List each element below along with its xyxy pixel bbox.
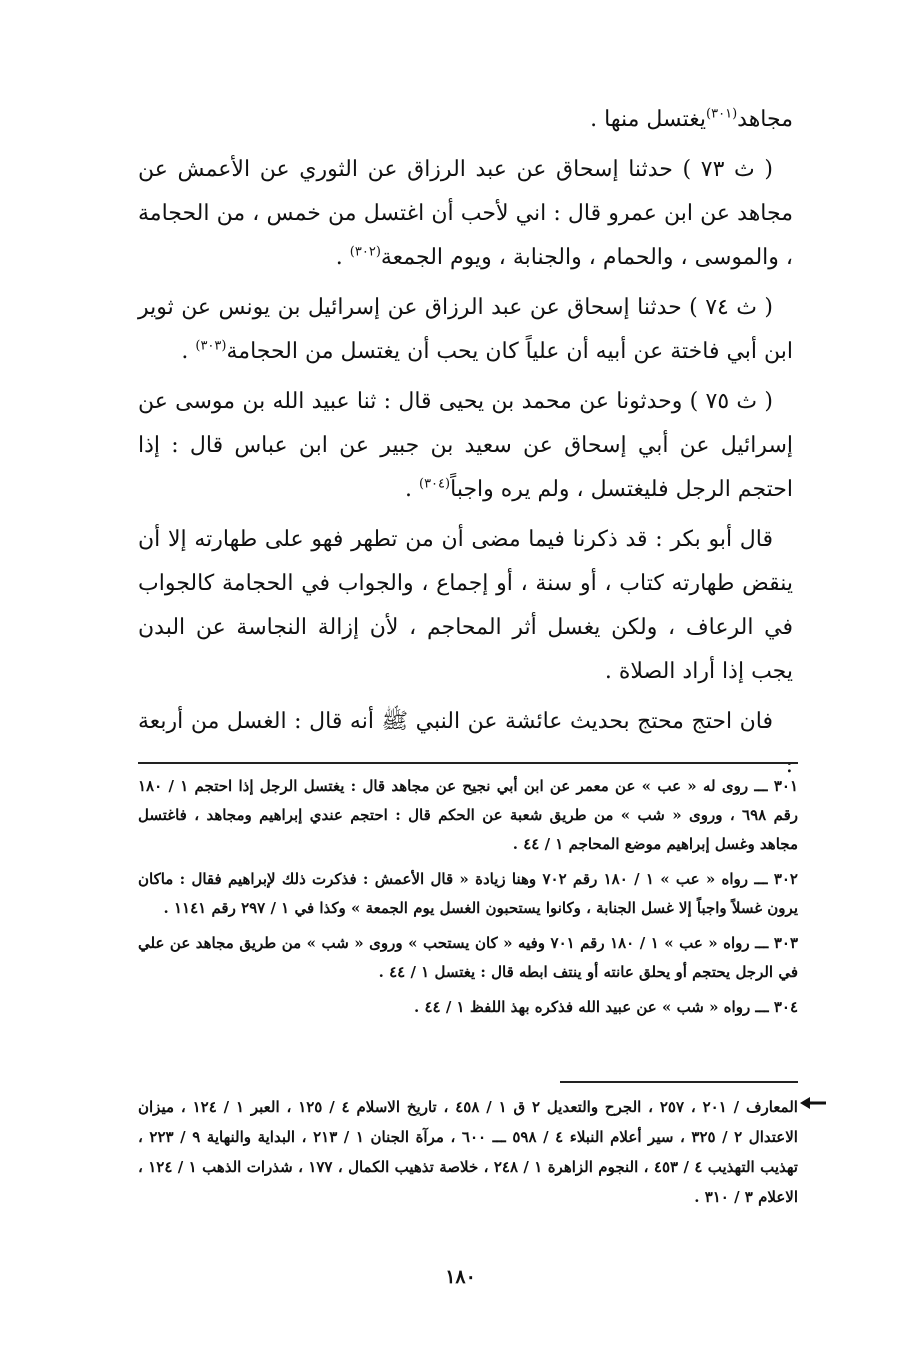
note-ref-301: (٣٠١)	[706, 106, 738, 122]
main-paragraph-5: قال أبو بكر : قد ذكرنا فيما مضى أن من تطهر فهو على طهارته إلا أن ينقض طهارته كتاب ، أو سنة ، أو إجماع ، والجواب في الحجامة كالجواب في الرعاف ، ولكن يغسل أثر المحاجم ، لأن إزالة النجاسة عن البدن يجب إذا أراد الصلاة .	[138, 527, 793, 684]
main-paragraph-6: فان احتج محتج بحديث عائشة عن النبي ﷺ أنه قال : الغسل من أربعة :	[138, 709, 793, 778]
main-paragraph-1: مجاهد$^{(٣٠١)}$يغتسل منها .	[590, 106, 793, 132]
footnote-separator-rule	[138, 762, 798, 764]
page-number: ١٨٠	[445, 1266, 476, 1288]
note-ref-302: (٣٠٢)	[349, 244, 381, 260]
footnote-301: ٣٠١ ـــ روى له « عب » عن معمر عن ابن أبي نجيح عن مجاهد قال : يغتسل الرجل إذا احتجم ١ / ١٨٠ رقم ٦٩٨ ، وروى « شب » من طريق شعبة عن الحكم قال : احتجم عندي إبراهيم ومجاهد ، فاغتسل مجاهد وغسل إبراهيم موضع المحاجم ١ / ٤٤ .	[138, 777, 798, 853]
bibliography-note: المعارف / ٢٠١ ، ٢٥٧ ، الجرح والتعديل ٢ ق ١ / ٤٥٨ ، تاريخ الاسلام ٤ / ١٢٥ ، العبر ١ / ١٢٤ ، ميزان الاعتدال ٢ / ٣٢٥ ، سير أعلام النبلاء ٤ / ٥٩٨ ـــ ٦٠٠ ، مرآة الجنان ١ / ٢١٣ ، البداية والنهاية ٩ / ٢٢٣ ، تهذيب التهذيب ٤ / ٤٥٣ ، النجوم الزاهرة ١ / ٢٤٨ ، خلاصة تذهيب الكمال ، ١٧٧ ، شذرات الذهب ١ / ١٢٤ ، الاعلام ٣ / ٣١٠ .	[138, 1098, 798, 1206]
footnote-303: ٣٠٣ ـــ رواه « عب » ١ / ١٨٠ رقم ٧٠١ وفيه « كان يستحب » وروى « شب » من طريق مجاهد عن علي في الرجل يحتجم أو يحلق عانته أو ينتف ابطه قال : يغتسل ١ / ٤٤ .	[138, 934, 798, 981]
main-text	[138, 98, 793, 794]
note-ref-303: (٣٠٣)	[195, 338, 227, 354]
footnotes	[138, 772, 798, 1028]
continuation-arrow-icon	[800, 1093, 826, 1113]
footnote-304: ٣٠٤ ـــ رواه « شب » عن عبيد الله فذكره بهذ اللفظ ١ / ٤٤ .	[414, 998, 798, 1016]
main-paragraph-3: ( ث ٧٤ ) حدثنا إسحاق عن عبد الرزاق عن إسرائيل بن يونس عن ثوير ابن أبي فاختة عن أبيه أن علياً كان يحب أن يغتسل من الحجامة$^{(٣٠٣)}$ .	[138, 295, 793, 364]
main-paragraph-2: ( ث ٧٣ ) حدثنا إسحاق عن عبد الرزاق عن الثوري عن الأعمش عن مجاهد عن ابن عمرو قال : اني لأحب أن اغتسل من خمس ، من الحجامة ، والموسى ، والحمام ، والجنابة ، ويوم الجمعة$^{(٣٠٢)}$ .	[138, 157, 793, 270]
footnote-302: ٣٠٢ ـــ رواه « عب » ١ / ١٨٠ رقم ٧٠٢ وهنا زيادة « قال الأعمش : فذكرت ذلك لإبراهيم فقال : ماكان يرون غسلاً واجباً إلا غسل الجنابة ، وكانوا يستحبون الغسل يوم الجمعة » وكذا في ١ / ٢٩٧ رقم ١١٤١ .	[138, 870, 798, 917]
note-ref-304: (٣٠٤)	[419, 476, 451, 492]
bibliography-separator-rule	[560, 1081, 798, 1083]
main-paragraph-4: ( ث ٧٥ ) وحدثونا عن محمد بن يحيى قال : ثنا عبيد الله بن موسى عن إسرائيل عن أبي إسحاق عن سعيد بن جبير عن ابن عباس قال : إذا احتجم الرجل فليغتسل ، ولم يره واجباً$^{(٣٠٤)}$ .	[138, 389, 793, 502]
